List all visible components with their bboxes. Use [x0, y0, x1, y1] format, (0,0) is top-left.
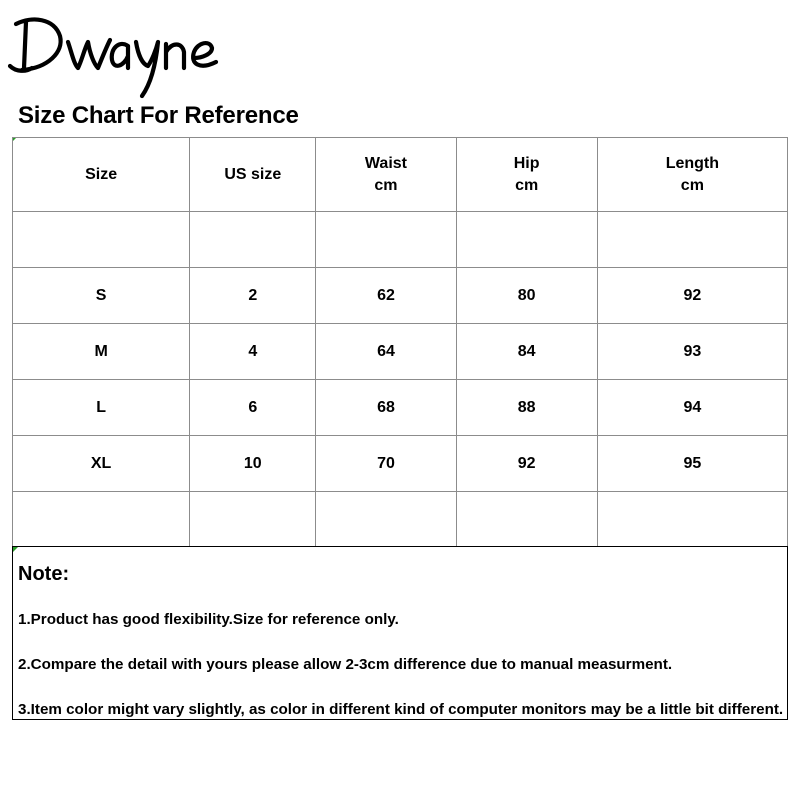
note-line: 1.Product has good flexibility.Size for reference only.: [18, 611, 399, 628]
table-row: [13, 324, 788, 380]
table-cell: 95: [597, 436, 787, 492]
table-cell: 92: [456, 436, 597, 492]
table-cell: 4: [190, 324, 316, 380]
table-row: [13, 436, 788, 492]
table-cell: 62: [316, 268, 456, 324]
header-us-size: US size: [190, 138, 316, 212]
table-cell: 2: [190, 268, 316, 324]
table-cell: XL: [13, 436, 190, 492]
header-waist: Waist cm: [316, 138, 456, 212]
table-header-row: [13, 138, 788, 212]
table-row: [13, 268, 788, 324]
table-cell: L: [13, 380, 190, 436]
table-cell: 6: [190, 380, 316, 436]
table-cell: 64: [316, 324, 456, 380]
header-length: Length cm: [597, 138, 787, 212]
notes-box: [12, 546, 788, 720]
table-cell: 68: [316, 380, 456, 436]
note-line: 3.Item color might vary slightly, as color in different kind of computer monitors may be a little bit different.: [18, 701, 784, 718]
table-cell: 70: [316, 436, 456, 492]
note-line: 2.Compare the detail with yours please allow 2-3cm difference due to manual measurment.: [18, 656, 673, 673]
page-title: Size Chart For Reference: [18, 102, 299, 129]
table-row-empty: [13, 492, 788, 548]
table-cell: 92: [597, 268, 787, 324]
table-cell: M: [13, 324, 190, 380]
header-size: Size: [13, 138, 190, 212]
table-cell: 10: [190, 436, 316, 492]
table-cell: 84: [456, 324, 597, 380]
table-cell: 94: [597, 380, 787, 436]
notes-corner-marker: [13, 547, 18, 552]
size-chart-table: [12, 137, 788, 548]
header-hip: Hip cm: [456, 138, 597, 212]
table-row-empty: [13, 212, 788, 268]
notes-title: Note:: [18, 563, 70, 585]
brand-logo: [2, 2, 226, 100]
table-cell: 88: [456, 380, 597, 436]
table-cell: 80: [456, 268, 597, 324]
table-row: [13, 380, 788, 436]
table-cell: S: [13, 268, 190, 324]
table-cell: 93: [597, 324, 787, 380]
